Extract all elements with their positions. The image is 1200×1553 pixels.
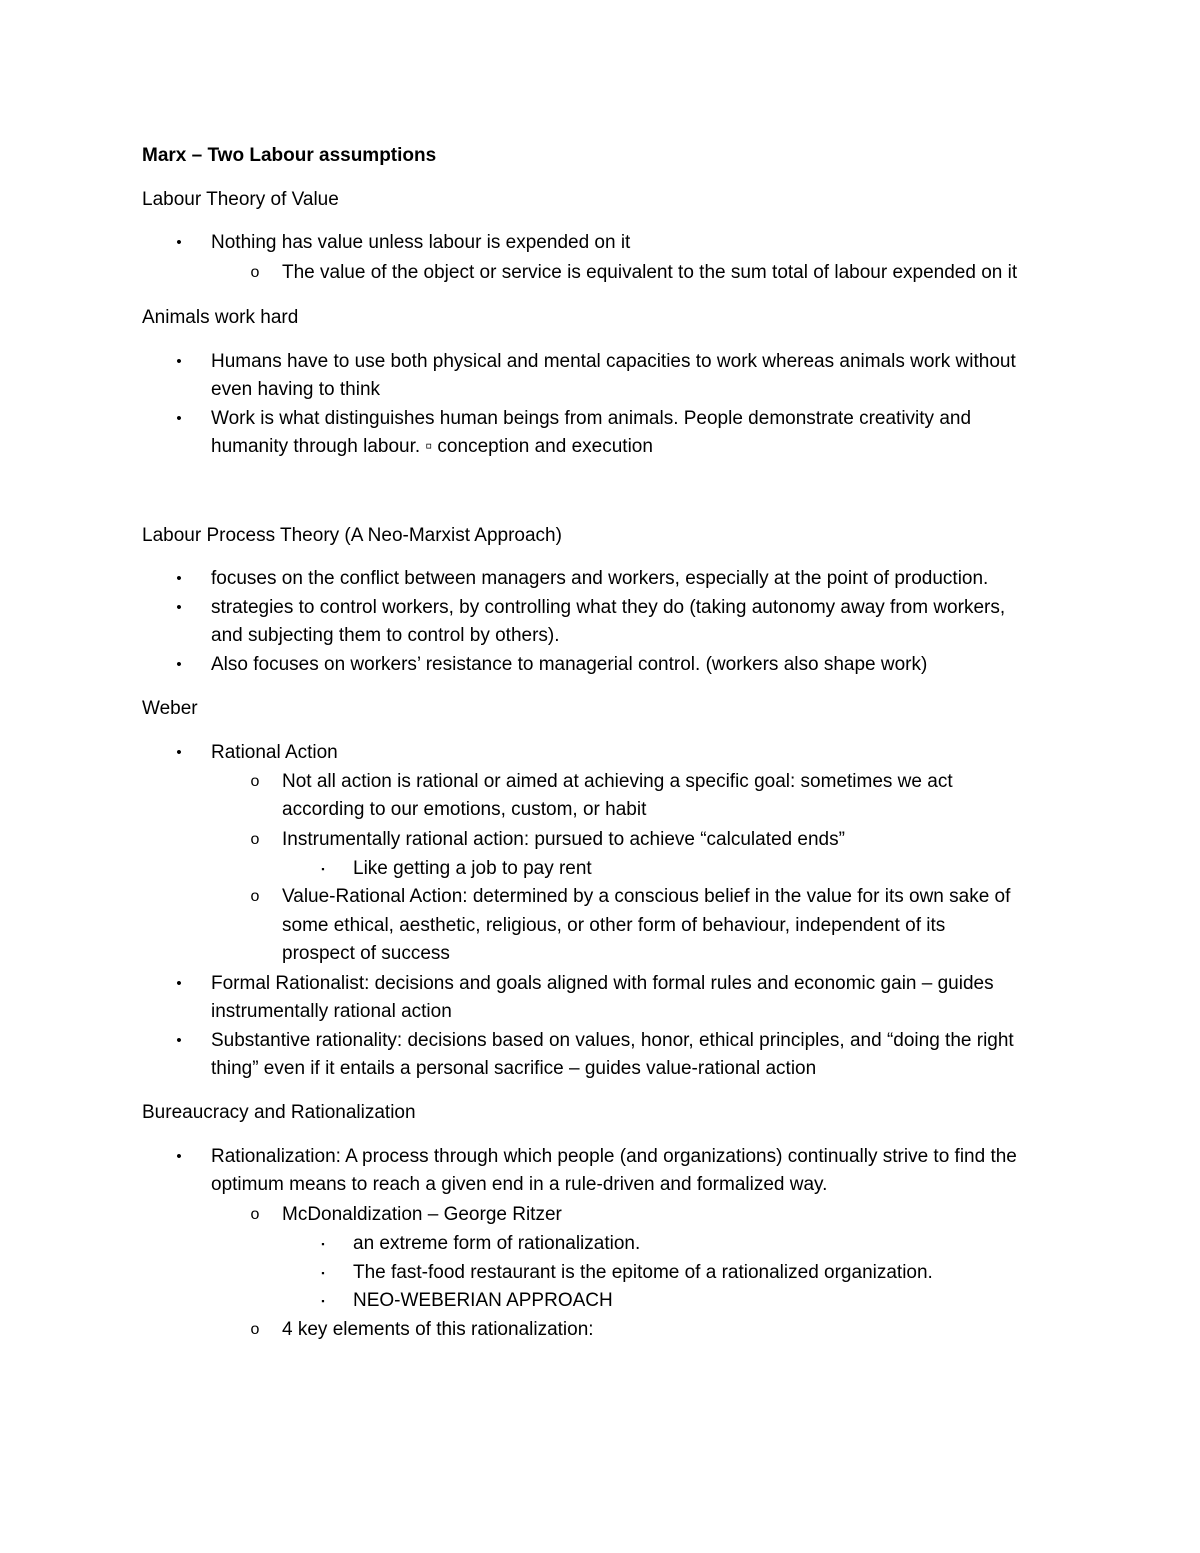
sub-sub-list-item: The fast-food restaurant is the epitome of a rationalized organization. <box>353 1262 933 1283</box>
sub-list-item-continuation: according to our emotions, custom, or habit <box>282 799 647 820</box>
sub-sub-list-item: Like getting a job to pay rent <box>353 858 592 879</box>
bullet-marker: • <box>176 744 182 761</box>
sub-list-item: The value of the object or service is equivalent to the sum total of labour expended on it <box>282 262 1018 283</box>
list-item: Substantive rationality: decisions based on values, honor, ethical principles, and “doing the right <box>211 1030 1014 1051</box>
bullet-marker: • <box>176 570 182 587</box>
bullet-marker: • <box>176 599 182 616</box>
list-item: Rationalization: A process through which people (and organizations) continually strive to find the <box>211 1146 1017 1167</box>
bullet-marker: • <box>176 656 182 673</box>
section-heading-ltv: Labour Theory of Value <box>142 189 339 210</box>
sub-sub-bullet-marker: ▪ <box>321 1268 325 1278</box>
list-item: strategies to control workers, by controlling what they do (taking autonomy away from workers, <box>211 597 1006 618</box>
list-item: Also focuses on workers’ resistance to managerial control. (workers also shape work) <box>211 654 928 675</box>
sub-sub-bullet-marker: ▪ <box>321 1296 325 1306</box>
list-item-continuation: and subjecting them to control by others). <box>211 625 560 646</box>
bullet-marker: • <box>176 1032 182 1049</box>
list-item: Rational Action <box>211 742 338 763</box>
list-item: Nothing has value unless labour is expended on it <box>211 232 631 253</box>
sub-bullet-marker: o <box>250 888 260 905</box>
bullet-marker: • <box>176 410 182 427</box>
sub-list-item: Value-Rational Action: determined by a conscious belief in the value for its own sake of <box>282 886 1011 907</box>
sub-sub-list-item: NEO-WEBERIAN APPROACH <box>353 1290 613 1311</box>
list-item-continuation: humanity through labour. ▫ conception and execution <box>211 436 653 457</box>
sub-bullet-marker: o <box>250 264 260 281</box>
list-item: Formal Rationalist: decisions and goals aligned with formal rules and economic gain – guides <box>211 973 994 994</box>
sub-sub-list-item: an extreme form of rationalization. <box>353 1233 641 1254</box>
sub-list-item: Not all action is rational or aimed at achieving a specific goal: sometimes we act <box>282 771 953 792</box>
section-heading-animals: Animals work hard <box>142 307 299 328</box>
list-item: focuses on the conflict between managers and workers, especially at the point of production. <box>211 568 989 589</box>
bullet-marker: • <box>176 975 182 992</box>
page-title: Marx – Two Labour assumptions <box>142 145 437 166</box>
bullet-marker: • <box>176 1148 182 1165</box>
sub-list-item: Instrumentally rational action: pursued to achieve “calculated ends” <box>282 829 845 850</box>
section-heading-weber: Weber <box>142 698 198 719</box>
sub-list-item-continuation: prospect of success <box>282 943 450 964</box>
sub-sub-bullet-marker: ▪ <box>321 864 325 874</box>
sub-bullet-marker: o <box>250 773 260 790</box>
list-item-continuation: instrumentally rational action <box>211 1001 452 1022</box>
section-heading-bureaucracy: Bureaucracy and Rationalization <box>142 1102 416 1123</box>
list-item-continuation: even having to think <box>211 379 381 400</box>
list-item-continuation: optimum means to reach a given end in a rule-driven and formalized way. <box>211 1174 828 1195</box>
sub-bullet-marker: o <box>250 1206 260 1223</box>
bullet-marker: • <box>176 234 182 251</box>
list-item: Work is what distinguishes human beings from animals. People demonstrate creativity and <box>211 408 972 429</box>
section-heading-lpt: Labour Process Theory (A Neo-Marxist Approach) <box>142 525 562 546</box>
sub-list-item: 4 key elements of this rationalization: <box>282 1319 594 1340</box>
sub-sub-bullet-marker: ▪ <box>321 1239 325 1249</box>
sub-bullet-marker: o <box>250 831 260 848</box>
bullet-marker: • <box>176 353 182 370</box>
list-item: Humans have to use both physical and mental capacities to work whereas animals work without <box>211 351 1016 372</box>
list-item-continuation: thing” even if it entails a personal sacrifice – guides value-rational action <box>211 1058 817 1079</box>
sub-list-item-continuation: some ethical, aesthetic, religious, or other form of behaviour, independent of its <box>282 915 946 936</box>
sub-bullet-marker: o <box>250 1321 260 1338</box>
sub-list-item: McDonaldization – George Ritzer <box>282 1204 562 1225</box>
